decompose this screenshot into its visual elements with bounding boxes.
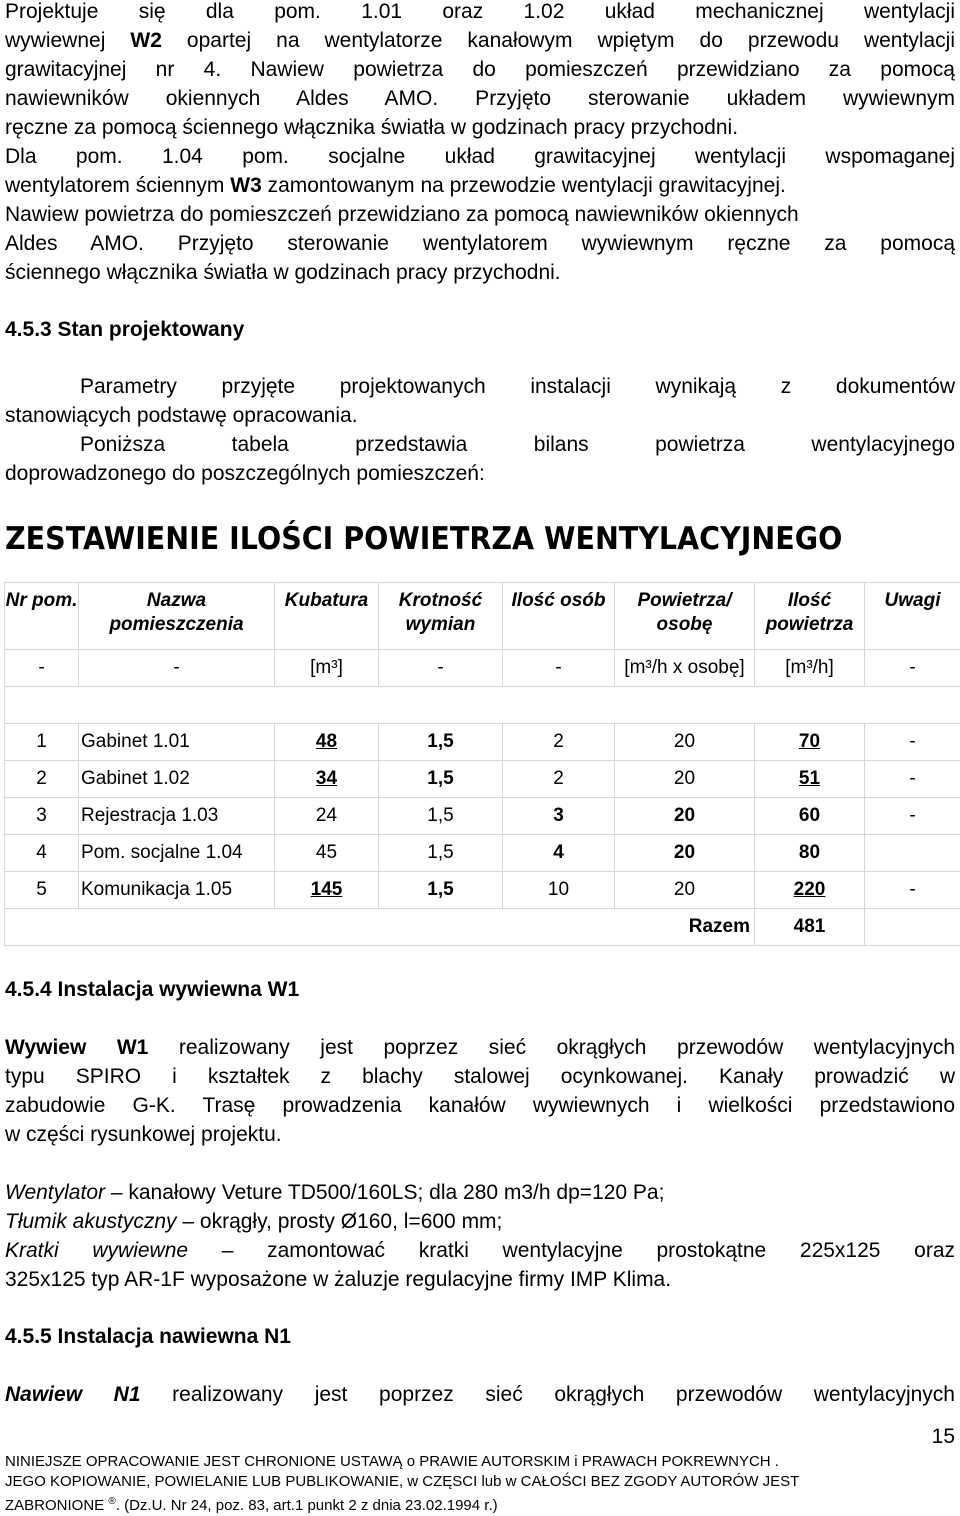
cell: - xyxy=(865,761,960,798)
cell: Gabinet 1.02 xyxy=(79,761,275,798)
cell: 4 xyxy=(5,835,79,872)
cell: 1,5 xyxy=(379,835,503,872)
heading-4-5-5: 4.5.5 Instalacja nawiewna N1 xyxy=(5,1322,291,1351)
cell: 45 xyxy=(275,835,379,872)
cell: 3 xyxy=(503,798,615,835)
cell: 1,5 xyxy=(379,798,503,835)
cell: 70 xyxy=(755,724,865,761)
unit-cell: [m³] xyxy=(275,650,379,687)
section-454-line1: Wywiew W1 realizowany jest poprzez sieć okrągłych przewodów wentylacyjnych xyxy=(5,1033,955,1062)
cell: - xyxy=(865,798,960,835)
cell: 2 xyxy=(5,761,79,798)
table-row xyxy=(5,724,960,761)
cell: 20 xyxy=(615,724,755,761)
cell: 1,5 xyxy=(379,724,503,761)
unit-cell: [m³/h x osobę] xyxy=(615,650,755,687)
unit-cell: - xyxy=(79,650,275,687)
cell: 1,5 xyxy=(379,761,503,798)
table-row xyxy=(5,761,960,798)
cell: 4 xyxy=(503,835,615,872)
page-number: 15 xyxy=(932,1425,955,1449)
cell: 20 xyxy=(615,872,755,909)
section-453-p2-line1: Poniższa tabela przedstawia bilans powietrza wentylacyjnego xyxy=(5,430,955,459)
heading-4-5-4: 4.5.4 Instalacja wywiewna W1 xyxy=(5,975,299,1004)
table-spacer-row xyxy=(5,687,960,724)
unit-cell: - xyxy=(865,650,960,687)
unit-cell: [m³/h] xyxy=(755,650,865,687)
cell: Rejestracja 1.03 xyxy=(79,798,275,835)
spacer-cell xyxy=(5,687,960,724)
header-persons: Ilość osób xyxy=(503,583,615,650)
unit-cell: - xyxy=(379,650,503,687)
table-row xyxy=(5,835,960,872)
cell: 48 xyxy=(275,724,379,761)
header-name: Nazwa pomieszczenia xyxy=(79,583,275,650)
header-remarks: Uwagi xyxy=(865,583,960,650)
section-453-p2-line2: doprowadzonego do poszczególnych pomieszczeń: xyxy=(5,459,955,488)
cell: Komunikacja 1.05 xyxy=(79,872,275,909)
header-nr: Nr pom. xyxy=(5,583,79,650)
intro-line-2: wywiewnej W2 opartej na wentylatorze kanałowym wpiętym do przewodu wentylacji xyxy=(5,26,955,55)
table-row xyxy=(5,798,960,835)
cell: 20 xyxy=(615,835,755,872)
cell xyxy=(865,909,960,946)
header-volume: Kubatura xyxy=(275,583,379,650)
spec-grilles-line2: 325x125 typ AR-1F wyposażone w żaluzje regulacyjne firmy IMP Klima. xyxy=(5,1265,955,1294)
table-total-row xyxy=(5,909,960,946)
intro-line-5: ręczne za pomocą ściennego włącznika światła w godzinach pracy przychodni. xyxy=(5,113,955,142)
cell: 20 xyxy=(615,798,755,835)
cell: - xyxy=(865,872,960,909)
copyright-footer xyxy=(5,1452,955,1516)
footer-line-3: ZABRONIONE ®. (Dz.U. Nr 24, poz. 83, art.1 punkt 2 z dnia 23.02.1994 r.) xyxy=(5,1492,955,1516)
header-exchange-rate: Krotność wymian xyxy=(379,583,503,650)
intro-line-10: ściennego włącznika światła w godzinach pracy przychodni. xyxy=(5,258,955,287)
cell: 1 xyxy=(5,724,79,761)
cell: 2 xyxy=(503,761,615,798)
cell: Gabinet 1.01 xyxy=(79,724,275,761)
cell: 220 xyxy=(755,872,865,909)
total-value: 481 xyxy=(755,909,865,946)
air-balance-table xyxy=(4,582,960,946)
section-453-p1-line2: stanowiących podstawę opracowania. xyxy=(5,401,955,430)
spec-grilles: Kratki wywiewne – zamontować kratki wentylacyjne prostokątne 225x125 oraz xyxy=(5,1236,955,1265)
header-air-amount: Ilość powietrza xyxy=(755,583,865,650)
intro-line-3: grawitacyjnej nr 4. Nawiew powietrza do pomieszczeń przewidziano za pomocą xyxy=(5,55,955,84)
cell: 1,5 xyxy=(379,872,503,909)
cell: 24 xyxy=(275,798,379,835)
intro-line-1: Projektuje się dla pom. 1.01 oraz 1.02 układ mechanicznej wentylacji xyxy=(5,0,955,26)
table-header-row xyxy=(5,583,960,650)
footer-line-2: JEGO KOPIOWANIE, POWIELANIE LUB PUBLIKOWANIE, w CZĘSCI lub w CAŁOŚCI BEZ ZGODY AUTORÓW JEST xyxy=(5,1472,955,1492)
table-row xyxy=(5,872,960,909)
cell: 51 xyxy=(755,761,865,798)
cell: 2 xyxy=(503,724,615,761)
total-label: Razem xyxy=(5,909,755,946)
intro-line-7: wentylatorem ściennym W3 zamontowanym na przewodzie wentylacji grawitacyjnej. xyxy=(5,171,955,200)
heading-4-5-3: 4.5.3 Stan projektowany xyxy=(5,315,244,344)
section-454-line3: zabudowie G-K. Trasę prowadzenia kanałów wywiewnych i wielkości przedstawiono xyxy=(5,1091,955,1120)
table-units-row xyxy=(5,650,960,687)
intro-line-4: nawiewników okiennych Aldes AMO. Przyjęto sterowanie układem wywiewnym xyxy=(5,84,955,113)
cell: 80 xyxy=(755,835,865,872)
section-454-line4: w części rysunkowej projektu. xyxy=(5,1120,955,1149)
spec-fan: Wentylator – kanałowy Veture TD500/160LS; dla 280 m3/h dp=120 Pa; xyxy=(5,1178,955,1207)
section-455-line1: Nawiew N1 realizowany jest poprzez sieć okrągłych przewodów wentylacyjnych xyxy=(5,1380,955,1409)
cell: 20 xyxy=(615,761,755,798)
cell: - xyxy=(865,724,960,761)
table-title: ZESTAWIENIE ILOŚCI POWIETRZA WENTYLACYJNEGO xyxy=(5,521,842,557)
section-453-p1-line1: Parametry przyjęte projektowanych instalacji wynikają z dokumentów xyxy=(5,372,955,401)
intro-line-6: Dla pom. 1.04 pom. socjalne układ grawitacyjnej wentylacji wspomaganej xyxy=(5,142,955,171)
cell: 5 xyxy=(5,872,79,909)
cell: 34 xyxy=(275,761,379,798)
unit-cell: - xyxy=(5,650,79,687)
unit-cell: - xyxy=(503,650,615,687)
cell: 60 xyxy=(755,798,865,835)
cell: 10 xyxy=(503,872,615,909)
footer-line-1: NINIEJSZE OPRACOWANIE JEST CHRONIONE USTAWĄ o PRAWIE AUTORSKIM i PRAWACH POKREWNYCH . xyxy=(5,1452,955,1472)
cell xyxy=(865,835,960,872)
cell: Pom. socjalne 1.04 xyxy=(79,835,275,872)
section-454-line2: typu SPIRO i kształtek z blachy stalowej ocynkowanej. Kanały prowadzić w xyxy=(5,1062,955,1091)
spec-silencer: Tłumik akustyczny – okrągły, prosty Ø160, l=600 mm; xyxy=(5,1207,955,1236)
intro-line-9: Aldes AMO. Przyjęto sterowanie wentylatorem wywiewnym ręczne za pomocą xyxy=(5,229,955,258)
intro-line-8: Nawiew powietrza do pomieszczeń przewidziano za pomocą nawiewników okiennych xyxy=(5,200,955,229)
registered-mark: ® xyxy=(108,1496,115,1507)
header-air-per-person: Powietrza/ osobę xyxy=(615,583,755,650)
cell: 145 xyxy=(275,872,379,909)
cell: 3 xyxy=(5,798,79,835)
